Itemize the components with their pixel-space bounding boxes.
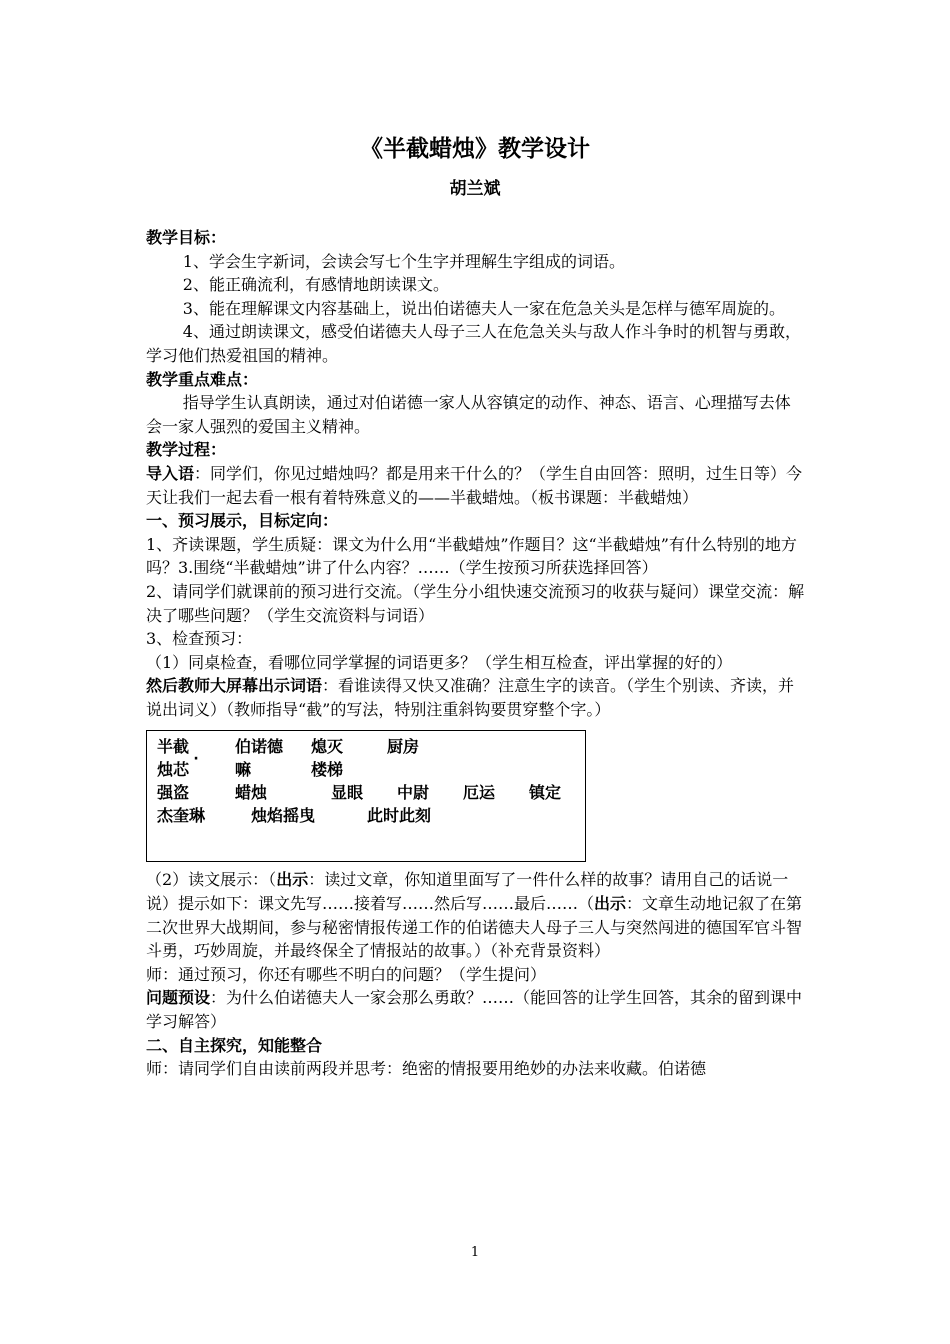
document-body <box>146 226 806 1081</box>
bold-phrase: 然后教师大屏幕出示词语 <box>146 676 323 696</box>
vocab-word: 伯诺德 <box>235 737 284 757</box>
show-label: 出示 <box>594 894 627 914</box>
vocab-row <box>157 781 585 804</box>
vocab-word: 蜡烛 <box>235 783 268 803</box>
section1-paragraph: （1）同桌检查，看哪位同学掌握的词语更多？（学生相互检查，评出掌握的好的） <box>146 652 733 672</box>
author-name: 胡兰斌 <box>449 179 501 199</box>
vocab-word: 半截 <box>157 737 190 757</box>
process-heading: 教学过程： <box>146 440 227 460</box>
vocabulary-box <box>146 730 586 862</box>
section1-paragraph: 2、请同学们就课前的预习进行交流。（学生分小组快速交流预习的收获与疑问）课堂交流：解决了哪些问题？（学生交流资料与词语） <box>146 581 805 625</box>
preset-text: ：为什么伯诺德夫人一家会那么勇敢？……（能回答的让学生回答，其余的留到课中学习解答） <box>146 988 803 1032</box>
section1-paragraph: 1、齐读课题，学生质疑：课文为什么用“半截蜡烛”作题目？这“半截蜡烛”有什么特别的地方吗？3.围绕“半截蜡烛”讲了什么内容？……（学生按预习所获选择回答） <box>146 534 797 578</box>
keypoints-text: 指导学生认真朗读，通过对伯诺德一家人从容镇定的动作、神态、语言、心理描写去体会一家人强烈的爱国主义精神。 <box>146 393 791 436</box>
section1-paragraph: 3、检查预习： <box>146 629 253 649</box>
reading-paragraph <box>146 868 806 962</box>
vocab-word: 烛芯 <box>157 760 190 780</box>
paragraph-text: （2）读文展示：（ <box>146 870 277 890</box>
preset-paragraph <box>146 986 806 1033</box>
keypoints-heading: 教学重点难点： <box>146 369 259 389</box>
intro-paragraph <box>146 462 806 509</box>
vocab-word: 嘛 <box>235 760 252 780</box>
section2-text: 师：请同学们自由读前两段并思考：绝密的情报要用绝妙的办法来收藏。伯诺德 <box>146 1059 707 1079</box>
preset-label: 问题预设 <box>146 988 211 1008</box>
section1-heading: 一、预习展示，目标定向： <box>146 511 339 531</box>
vocab-word: 此时此刻 <box>367 806 432 826</box>
vocab-word: 厄运 <box>463 783 496 803</box>
vocab-word: 楼梯 <box>311 760 344 780</box>
intro-text: ：同学们，你见过蜡烛吗？都是用来干什么的？（学生自由回答：照明，过生日等）今天让我们一起去看一根有着特殊意义的——半截蜡烛。（板书课题：半截蜡烛） <box>146 463 803 507</box>
section2-heading: 二、自主探究，知能整合 <box>146 1035 323 1055</box>
vocab-word: 烛焰摇曳 <box>251 806 316 826</box>
vocab-row <box>157 735 585 758</box>
document-title: 《半截蜡烛》教学设计 <box>360 136 590 162</box>
vocab-word: 杰奎琳 <box>157 806 206 826</box>
show-label: 出示 <box>276 870 309 890</box>
goal-item: 4、通过朗读课文，感受伯诺德夫人母子三人在危急关头与敌人作斗争时的机智与勇敢，学习他们热爱祖国的精神。 <box>146 322 801 365</box>
goals-heading: 教学目标： <box>146 228 227 247</box>
paragraph-text: ：读过文章，你知道里面写了一件什么样的故事？请用自己的话说一说）提示如下：课文先写……接着写……然后写……最后……（ <box>146 870 789 914</box>
vocab-row <box>157 758 585 781</box>
vocab-word: 镇定 <box>529 783 562 803</box>
goal-item: 2、能正确流利，有感情地朗读课文。 <box>182 275 449 295</box>
intro-label: 导入语 <box>146 463 195 483</box>
goal-item: 1、学会生字新词，会读会写七个生字并理解生字组成的词语。 <box>182 251 625 271</box>
paragraph-text: ：文章生动地记叙了在第二次世界大战期间，参与秘密情报传递工作的伯诺德夫人母子三人与突然闯进的德国军官斗智斗勇，巧妙周旋，并最终保全了情报站的故事。）（补充背景资料） <box>146 894 803 961</box>
teacher-question: 师：通过预习，你还有哪些不明白的问题？（学生提问） <box>146 964 547 984</box>
vocab-word: 熄灭 <box>311 737 344 757</box>
vocab-word: 厨房 <box>387 737 420 757</box>
vocab-word: 强盗 <box>157 783 190 803</box>
section1-paragraph <box>146 674 806 721</box>
vocab-word: 显眼 <box>331 783 364 803</box>
vocab-word: 中尉 <box>397 783 430 803</box>
paragraph-text: ：看谁读得又快又准确？注意生字的读音。（学生个别读、齐读，并说出词义）（教师指导“截”的写法，特别注重斜钩要贯穿整个字。） <box>146 676 795 719</box>
goal-item: 3、能在理解课文内容基础上，说出伯诺德夫人一家在危急关头是怎样与德军周旋的。 <box>182 298 785 318</box>
page-number: 1 <box>470 1245 480 1260</box>
vocab-row <box>157 804 585 827</box>
